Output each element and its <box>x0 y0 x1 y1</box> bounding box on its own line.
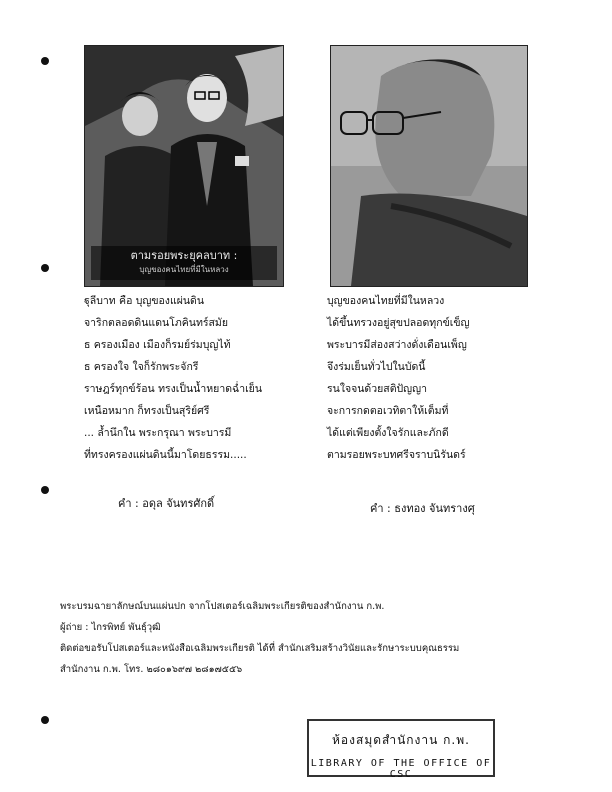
punch-hole-mark <box>41 716 49 724</box>
poem-line: ... ล้ำนึกใน พระกรุณา พระบารมี <box>84 427 232 439</box>
stamp-thai-text: ห้องสมุดสำนักงาน ก.พ. <box>332 733 470 747</box>
note-line: ติดต่อขอรับโปสเตอร์และหนังสือเฉลิมพระเกียรติ ได้ที่ สำนักเสริมสร้างวินัยและรักษาระบบคุณธรรม <box>60 643 460 654</box>
note-line: ผู้ถ่าย : ไกรพิทย์ พันธุ์วุฒิ <box>60 622 161 633</box>
poem-line: ได้ขึ้นทรวงอยู่สุขปลอดทุกข์เข็ญ <box>327 317 470 329</box>
poem-line: จาริกตลอดดินแดนโภคินทร์สมัย <box>84 317 228 329</box>
punch-hole-mark <box>41 486 49 494</box>
photo-king-with-companion <box>84 45 284 287</box>
poem-author-credit: คำ : ธงทอง จันทรางศุ <box>370 502 475 515</box>
photo-caption-title: ตามรอยพระยุคลบาท : <box>130 249 238 262</box>
punch-hole-mark <box>41 57 49 65</box>
note-line: พระบรมฉายาลักษณ์บนแผ่นปก จากโปสเตอร์เฉลิมพระเกียรติของสำนักงาน ก.พ. <box>60 601 385 612</box>
punch-hole-mark <box>41 264 49 272</box>
poem-left <box>84 290 299 466</box>
poem-line: รนใจจนด้วยสติปัญญา <box>327 383 427 395</box>
poem-line: เหนือหมาก ก็ทรงเป็นสุริย์ศรี <box>84 405 210 417</box>
poem-author-credit: คำ : อดุล จันทรศักดิ์ <box>118 497 215 510</box>
note-line: สำนักงาน ก.พ. โทร. ๒๘๐๑๖๙๗ ๒๘๑๗๕๕๖ <box>60 664 243 675</box>
photo-illustration <box>331 46 527 286</box>
library-stamp <box>307 719 495 780</box>
poem-line: จึงร่มเย็นทั่วไปในบัดนี้ <box>327 361 426 373</box>
publication-notes <box>60 596 580 680</box>
poem-line: ธ ครองใจ ใจก็รักพระจักรี <box>84 361 199 373</box>
poem-line: จะการกดตอเวทิตาให้เต็มที่ <box>327 405 449 417</box>
poem-line: ที่ทรงครองแผ่นดินนี้มาโดยธรรม..... <box>84 449 247 461</box>
stamp-english-text: LIBRARY OF THE OFFICE OF CSC <box>310 758 492 780</box>
poem-line: ตามรอยพระบทศรีจราบนิรันดร์ <box>327 449 466 461</box>
poem-line: บุญของคนไทยที่มีในหลวง <box>327 295 445 307</box>
poem-line: ราษฎร์ทุกข์ร้อน ทรงเป็นน้ำหยาดฉ่ำเย็น <box>84 383 263 395</box>
photo-king-portrait <box>330 45 528 287</box>
poem-right <box>327 290 542 466</box>
poem-line: พระบารมีส่องสว่างดั่งเดือนเพ็ญ <box>327 339 467 351</box>
poem-line: ฐุลีบาท คือ บุญของแผ่นดิน <box>84 295 205 307</box>
photo-caption <box>91 246 277 280</box>
poem-line: ธ ครองเมือง เมืองก็รมย์ร่มบุญไท้ <box>84 339 231 351</box>
poem-line: ได้แต่เพียงตั้งใจรักและภักดี <box>327 427 449 439</box>
photo-caption-subtitle: บุญของคนไทยที่มีในหลวง <box>139 265 229 274</box>
